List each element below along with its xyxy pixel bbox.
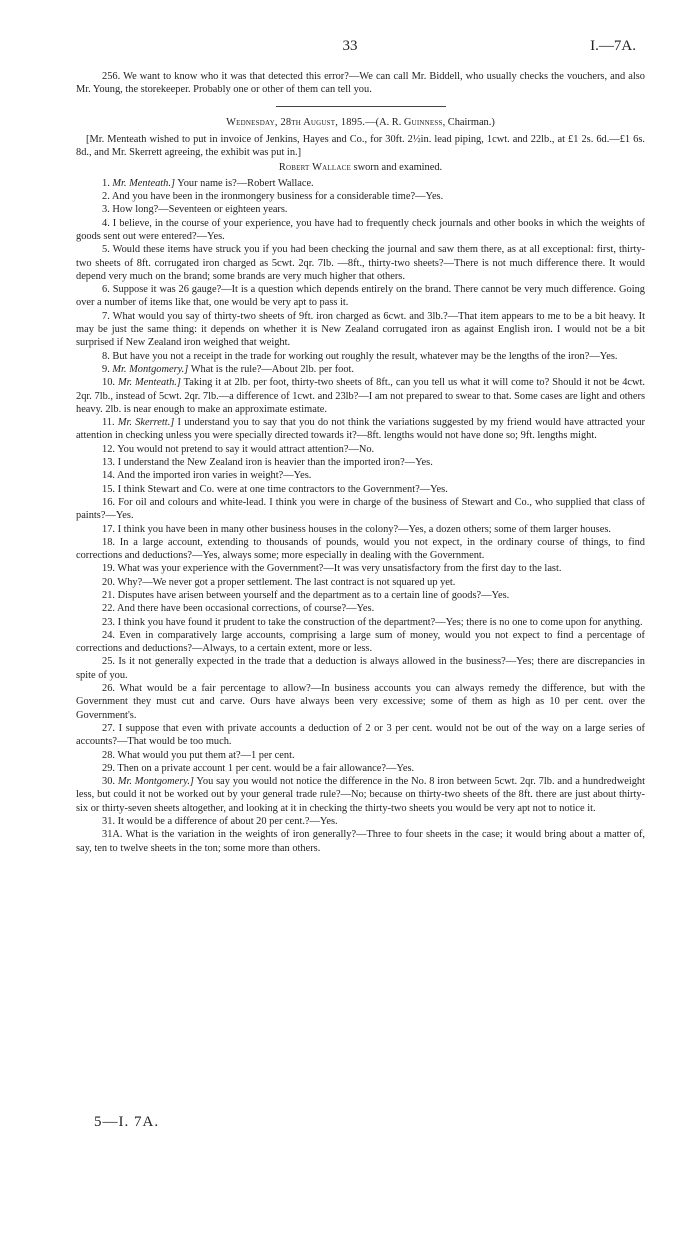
question-number: 8. xyxy=(102,350,113,362)
witness-name: Robert Wallace xyxy=(278,162,351,174)
qa-paragraph xyxy=(76,496,645,523)
qa-text: Would these items have struck you if you had been checking the journal and saw them there, as at all exceptional: first, thirty-two sheets of 8ft. corrugated iron charged as 5cwt. 2qr. 7lb. —8ft., thirty-two sheets?—There is not much difference there. It would depend very much on the brand; some brands are very much higher that others. xyxy=(76,244,645,282)
qa-paragraph xyxy=(76,310,645,350)
qa-paragraph xyxy=(76,523,645,536)
question-number: 10. xyxy=(102,377,118,389)
qa-text: What would you put them at?—1 per cent. xyxy=(117,749,295,761)
question-number: 30. xyxy=(102,776,118,788)
question-number: 12. xyxy=(102,443,118,455)
question-number: 23. xyxy=(102,616,118,628)
qa-text: And you have been in the ironmongery business for a considerable time?—Yes. xyxy=(111,191,444,203)
question-number: 3. xyxy=(102,204,113,216)
question-number: 22. xyxy=(102,603,118,615)
qa-text: Taking it at 2lb. per foot, thirty-two sheets of 8ft., can you tell us what it will come to? Should it not be 4cwt. 2qr. 7lb., instead of 5cwt. 2qr. 7lb.—a difference of 1cwt. and 23lb?—I am not prepared to swear to that. Some cases are light and others heavy. 2lb. is near enough to make an approximate estimate. xyxy=(76,377,646,415)
qa-paragraph xyxy=(76,283,645,310)
document-reference: I.—7A. xyxy=(590,38,636,54)
qa-paragraph xyxy=(76,217,645,244)
question-number: 4. xyxy=(102,217,113,229)
qa-text: For oil and colours and white-lead. I think you were in charge of the business of Stewart and Co., who supplied that class of paints?—Yes. xyxy=(76,496,645,522)
qa-paragraph xyxy=(76,469,645,482)
qa-paragraph xyxy=(76,177,645,190)
question-number: 18. xyxy=(102,536,120,548)
qa-text: What was your experience with the Government?—It was very unsatisfactory from the first day to the last. xyxy=(117,563,562,575)
question-number: 2. xyxy=(102,191,112,203)
question-number: 5. xyxy=(102,244,113,256)
qa-paragraph xyxy=(76,456,645,469)
qa-paragraph xyxy=(76,762,645,775)
question-number: 1. xyxy=(102,177,113,189)
qa-text: What is the rule?—About 2lb. per foot. xyxy=(188,363,355,375)
qa-text: Your name is?—Robert Wallace. xyxy=(175,177,314,189)
question-number: 9. xyxy=(102,363,113,375)
date-text: Wednesday, 28th August, 1895. xyxy=(226,116,366,128)
footer-reference: 5—I. 7A. xyxy=(94,1114,160,1130)
qa-text: But have you not a receipt in the trade for working out roughly the result, whatever may be the lengths of the iron?—Yes. xyxy=(112,350,618,362)
qa-text: I suppose that even with private accounts a deduction of 2 or 3 per cent. would not be out of the way on a large series of accounts?—That would be too much. xyxy=(76,722,645,748)
document-body xyxy=(76,70,645,855)
qa-text: I think you have found it prudent to take the construction of the department?—Yes; there is no one to come upon for anything. xyxy=(117,616,643,628)
qa-text: I think you have been in many other business houses in the colony?—Yes, a dozen others; some of them larger houses. xyxy=(117,523,611,535)
question-number: 17. xyxy=(102,523,118,535)
qa-paragraph xyxy=(76,243,645,283)
intro-paragraph: 256. We want to know who it was that detected this error?—We can call Mr. Biddell, who usually checks the vouchers, and also Mr. Young, the storekeeper. Probably one or other of them can tell you. xyxy=(76,71,645,96)
qa-text: In a large account, extending to thousands of pounds, would you not expect, in the ordinary course of things, to find corrections and deductions?—Yes, always some; more especially in dealing with the Government. xyxy=(76,536,645,562)
qa-paragraph xyxy=(76,483,645,496)
question-number: 16. xyxy=(102,496,119,508)
speaker-name: Mr. Menteath.] xyxy=(112,177,176,189)
chair-close: , Chairman.) xyxy=(442,116,495,128)
qa-paragraph xyxy=(76,376,645,416)
qa-paragraph xyxy=(76,828,645,855)
question-number: 19. xyxy=(102,563,118,575)
question-number: 24. xyxy=(102,629,120,641)
question-number: 15. xyxy=(102,483,118,495)
qa-paragraph xyxy=(76,775,645,815)
qa-paragraph xyxy=(76,363,645,376)
page-number: 33 xyxy=(342,38,358,54)
question-list xyxy=(76,177,645,855)
qa-text: What is the variation in the weights of iron generally?—Three to four sheets in the case; it would bring about a matter of, say, ten to twelve sheets in the ton; some more than others. xyxy=(76,829,645,854)
qa-paragraph xyxy=(76,350,645,363)
qa-text: Is it not generally expected in the trade that a deduction is always allowed in the business?—Yes; there are discrepancies in spite of you. xyxy=(76,656,645,681)
qa-text: You say you would not notice the difference in the No. 8 iron between 5cwt. 2qr. 7lb. and a hundredweight less, but could it not be worked out by your general trade rule?—No; because on thirty-two sheets of the 8ft. there are just about thirty-six or thirty-seven sheets altogether, and looking at it in checking the thirty-two sheets you would be very apt not to notice it. xyxy=(76,776,645,814)
question-number: 25. xyxy=(102,656,119,668)
witness-rest: sworn and examined. xyxy=(350,162,443,174)
witness-heading xyxy=(76,161,645,174)
question-number: 29. xyxy=(102,762,118,774)
question-number: 14. xyxy=(102,470,118,482)
qa-text: How long?—Seventeen or eighteen years. xyxy=(112,204,288,216)
question-number: 26. xyxy=(102,683,120,695)
chair-name: Guinness xyxy=(403,116,443,128)
speaker-name: Mr. Menteath.] xyxy=(117,377,181,389)
question-number: 11. xyxy=(102,417,118,429)
question-number: 28. xyxy=(102,749,118,761)
qa-paragraph xyxy=(76,589,645,602)
qa-text: I understand you to say that you do not think the variations suggested by my friend would have attracted your attention in checking unless you were specially directed towards it?—8ft. lengths would not have done so; 9ft. lengths might. xyxy=(76,417,646,442)
chair-open: —(A. R. xyxy=(365,116,404,128)
question-number: 31. xyxy=(102,816,118,828)
qa-text: What would you say of thirty-two sheets of 9ft. iron charged as 6cwt. and 3lb.?—That item appears to me to be a bit heavy. It may be just the same thing: it depends on whether it is New Zealand corrugated iron as against English iron. I would not be a bit surprised if New Zealand iron weighed that weight. xyxy=(76,310,645,349)
question-number: 27. xyxy=(102,722,119,734)
question-number: 21. xyxy=(102,589,118,601)
qa-text: Even in comparatively large accounts, comprising a large sum of money, would you not expect to find a percentage of corrections and deductions?—Always, to a certain extent, more or less. xyxy=(76,629,645,655)
qa-text: I think Stewart and Co. were at one time contractors to the Government?—Yes. xyxy=(117,483,448,495)
qa-text: Suppose it was 26 gauge?—It is a question which depends entirely on the brand. There cannot be very much difference. Going over a number of items like that, one would be very apt to pass it. xyxy=(76,284,645,309)
qa-paragraph xyxy=(76,416,645,443)
date-line xyxy=(76,116,645,129)
qa-paragraph xyxy=(76,443,645,456)
qa-text: I understand the New Zealand iron is heavier than the imported iron?—Yes. xyxy=(117,457,433,469)
qa-text: You would not pretend to say it would attract attention?—No. xyxy=(117,443,375,455)
question-number: 20. xyxy=(102,576,118,588)
question-number: 31A. xyxy=(102,829,126,841)
qa-paragraph xyxy=(76,536,645,563)
qa-text: And the imported iron varies in weight?—Yes. xyxy=(117,470,312,482)
qa-paragraph xyxy=(76,749,645,762)
qa-text: Why?—We never got a proper settlement. The last contract is not squared up yet. xyxy=(117,576,456,588)
qa-paragraph xyxy=(76,190,645,203)
qa-paragraph xyxy=(76,616,645,629)
qa-paragraph xyxy=(76,815,645,828)
speaker-name: Mr. Montgomery.] xyxy=(117,776,194,788)
qa-paragraph xyxy=(76,602,645,615)
qa-paragraph xyxy=(76,722,645,749)
bracket-note: [Mr. Menteath wished to put in invoice of Jenkins, Hayes and Co., for 30ft. 2½in. lead piping, 1cwt. and 22lb., at £1 2s. 6d.—£1 6s. 8d., and Mr. Skerrett agreeing, the exhibit was put in.] xyxy=(76,133,645,159)
qa-paragraph xyxy=(76,203,645,216)
qa-text: Disputes have arisen between yourself and the department as to a certain line of goods?—Yes. xyxy=(117,589,510,601)
qa-paragraph xyxy=(76,562,645,575)
qa-text: I believe, in the course of your experience, you have had to frequently check journals and other books in which the weights of goods sent out were entered?—Yes. xyxy=(76,217,646,242)
question-number: 13. xyxy=(102,457,118,469)
question-number: 6. xyxy=(102,284,113,296)
qa-text: What would be a fair percentage to allow?—In business accounts you can always remedy the difference, but with the Government they must cut and carve. Ours have always been very excessive; some of them as high as 10 per cent. over the Government's. xyxy=(76,683,645,721)
qa-text: Then on a private account 1 per cent. would be a fair allowance?—Yes. xyxy=(117,762,415,774)
qa-paragraph xyxy=(76,682,645,722)
qa-paragraph xyxy=(76,655,645,682)
speaker-name: Mr. Skerrett.] xyxy=(117,417,175,429)
speaker-name: Mr. Montgomery.] xyxy=(112,363,189,375)
qa-text: It would be a difference of about 20 per cent.?—Yes. xyxy=(117,816,338,828)
qa-paragraph xyxy=(76,629,645,656)
question-number: 7. xyxy=(102,310,113,322)
divider xyxy=(276,106,446,107)
qa-text: And there have been occasional corrections, of course?—Yes. xyxy=(117,603,375,615)
qa-paragraph xyxy=(76,576,645,589)
